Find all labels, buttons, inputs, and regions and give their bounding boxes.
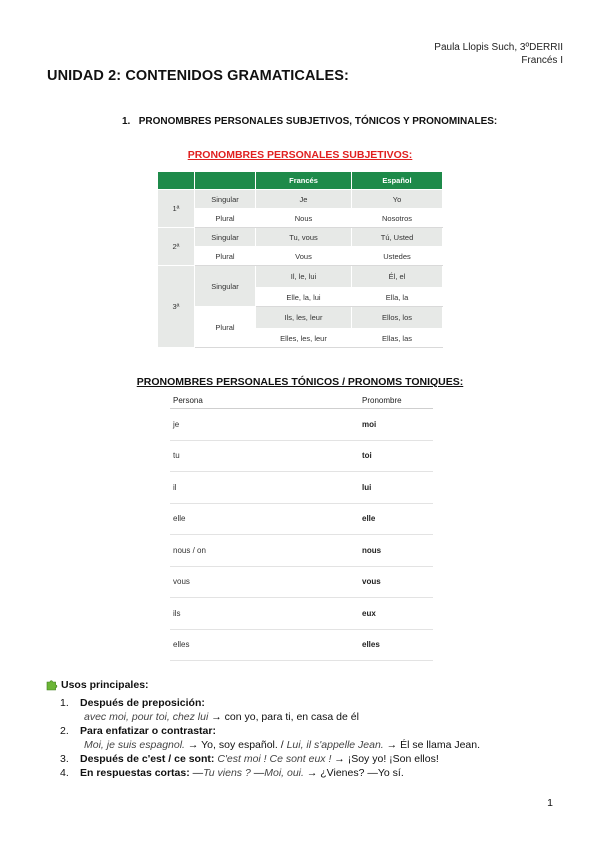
number-cell: Singular xyxy=(195,190,256,209)
table-header-row xyxy=(158,172,443,190)
person-cell: il xyxy=(170,472,359,504)
number-cell: Plural xyxy=(195,209,256,228)
person-cell: elles xyxy=(170,629,359,661)
spanish-cell: Él, el xyxy=(352,266,443,288)
number-cell: Plural xyxy=(195,307,256,348)
person-cell: 2ª xyxy=(158,228,195,266)
section-number: 1. xyxy=(122,116,131,127)
puzzle-piece-icon xyxy=(46,679,58,691)
tonic-pronouns-table xyxy=(170,392,433,661)
item-example: avec moi, pour toi, chez lui → con yo, para ti, en casa de él xyxy=(84,711,359,723)
table-row xyxy=(170,566,433,598)
page-title: UNIDAD 2: CONTENIDOS GRAMATICALES: xyxy=(47,68,349,84)
french-cell: Je xyxy=(256,190,352,209)
table1-caption: PRONOMBRES PERSONALES SUBJETIVOS: xyxy=(187,149,413,161)
table-row xyxy=(158,209,443,228)
table2-caption: PRONOMBRES PERSONALES TÓNICOS / PRONOMS TONIQUES: xyxy=(136,376,464,388)
author-line: Paula Llopis Such, 3ºDERRII xyxy=(434,42,563,53)
table-row xyxy=(158,307,443,329)
number-cell: Plural xyxy=(195,247,256,266)
item-number: 2. xyxy=(60,725,69,737)
item-label: Para enfatizar o contrastar: xyxy=(80,725,216,737)
table-row xyxy=(170,472,433,504)
french-cell: Elles, les, leur xyxy=(256,329,352,348)
usos-title: Usos principales: xyxy=(61,679,149,691)
person-cell: 3ª xyxy=(158,266,195,348)
spanish-cell: Yo xyxy=(352,190,443,209)
table-row xyxy=(170,440,433,472)
header-cell-pronombre: Pronombre xyxy=(359,392,433,409)
spanish-cell: Ellas, las xyxy=(352,329,443,348)
person-cell: vous xyxy=(170,566,359,598)
table-row xyxy=(158,228,443,247)
french-cell: Il, le, lui xyxy=(256,266,352,288)
item-label: Después de c'est / ce sont: xyxy=(80,753,215,765)
table-row xyxy=(170,598,433,630)
pronoun-cell: vous xyxy=(359,566,433,598)
spanish-cell: Tú, Usted xyxy=(352,228,443,247)
header-cell-empty xyxy=(158,172,195,190)
list-item xyxy=(60,696,580,724)
french-cell: Elle, la, lui xyxy=(256,288,352,307)
header-cell-espanol: Español xyxy=(352,172,443,190)
header-cell-frances: Francés xyxy=(256,172,352,190)
section-title: PRONOMBRES PERSONALES SUBJETIVOS, TÓNICOS Y PRONOMINALES: xyxy=(138,116,498,127)
item-example: Moi, je suis espagnol. → Yo, soy español. / Lui, il s'appelle Jean. → Él se llama Jean. xyxy=(84,739,481,751)
person-cell: 1ª xyxy=(158,190,195,228)
list-item: 4. En respuestas cortas: —Tu viens ? —Moi, oui. → ¿Vienes? —Yo sí. xyxy=(60,767,404,779)
section-heading xyxy=(122,116,497,127)
person-cell: elle xyxy=(170,503,359,535)
person-cell: je xyxy=(170,409,359,441)
usos-list xyxy=(60,696,580,780)
course-line: Francés I xyxy=(521,55,563,66)
spanish-cell: Nosotros xyxy=(352,209,443,228)
french-cell: Vous xyxy=(256,247,352,266)
table-row xyxy=(158,247,443,266)
number-cell: Singular xyxy=(195,266,256,307)
usos-heading xyxy=(46,679,149,691)
header-cell-persona: Persona xyxy=(170,392,359,409)
person-cell: ils xyxy=(170,598,359,630)
item-label: Después de preposición: xyxy=(80,697,205,709)
header-cell-empty xyxy=(195,172,256,190)
pronoun-cell: moi xyxy=(359,409,433,441)
page-number: 1 xyxy=(547,797,553,809)
item-number: 4. xyxy=(60,767,69,779)
french-cell: Nous xyxy=(256,209,352,228)
table-row xyxy=(158,190,443,209)
table-row xyxy=(158,266,443,288)
french-cell: Tu, vous xyxy=(256,228,352,247)
spanish-cell: Ellos, los xyxy=(352,307,443,329)
pronoun-cell: elle xyxy=(359,503,433,535)
spanish-cell: Ustedes xyxy=(352,247,443,266)
spanish-cell: Ella, la xyxy=(352,288,443,307)
table-row xyxy=(170,409,433,441)
subject-pronouns-table xyxy=(157,171,443,348)
item-number: 1. xyxy=(60,697,69,709)
person-cell: tu xyxy=(170,440,359,472)
table-row xyxy=(170,535,433,567)
item-label: En respuestas cortas: xyxy=(80,767,190,779)
list-item: 3. Después de c'est / ce sont: C'est moi ! Ce sont eux ! → ¡Soy yo! ¡Son ellos! xyxy=(60,753,439,765)
pronoun-cell: toi xyxy=(359,440,433,472)
list-item xyxy=(60,724,580,752)
table-row xyxy=(170,629,433,661)
person-cell: nous / on xyxy=(170,535,359,567)
table-header-row xyxy=(170,392,433,409)
number-cell: Singular xyxy=(195,228,256,247)
table-row xyxy=(170,503,433,535)
french-cell: Ils, les, leur xyxy=(256,307,352,329)
pronoun-cell: nous xyxy=(359,535,433,567)
pronoun-cell: elles xyxy=(359,629,433,661)
item-number: 3. xyxy=(60,753,69,765)
pronoun-cell: lui xyxy=(359,472,433,504)
pronoun-cell: eux xyxy=(359,598,433,630)
